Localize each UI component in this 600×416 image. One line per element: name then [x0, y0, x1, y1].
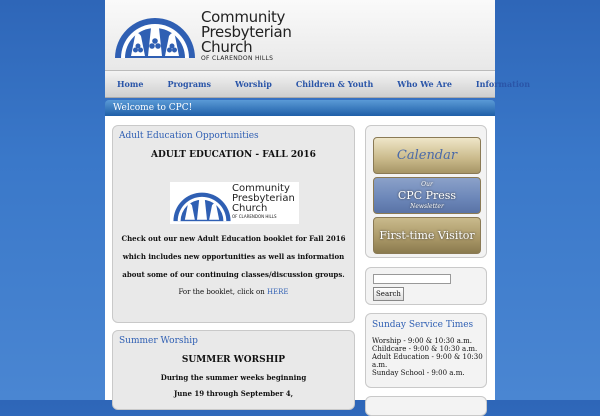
mini-logo-line-2: Presbyterian [232, 193, 295, 204]
logo-line-2: Presbyterian [201, 23, 292, 41]
service-times-box [365, 313, 487, 388]
mini-church-logo [170, 182, 299, 224]
content-area [105, 116, 495, 400]
church-logo-icon[interactable] [113, 8, 197, 60]
page-container [105, 0, 531, 400]
nav-programs[interactable]: Programs [167, 79, 211, 89]
sidebar-bottom-box [365, 396, 487, 416]
nav-children-youth[interactable]: Children & Youth [295, 79, 374, 89]
booklet-text: For the booklet, click on [178, 288, 267, 296]
mini-logo-icon [172, 184, 232, 224]
adult-education-line-1: Check out our new Adult Education booklet for Fall 2016 [121, 234, 346, 243]
adult-education-line-2: which includes new opportunities as well as information [122, 252, 345, 261]
nav-home[interactable]: Home [117, 79, 144, 89]
adult-education-box [112, 125, 355, 323]
adult-education-heading: ADULT EDUCATION - FALL 2016 [151, 150, 316, 160]
summer-worship-title[interactable]: Summer Worship [119, 336, 198, 346]
logo-line-1: Community [201, 8, 286, 26]
main-nav [105, 70, 531, 98]
service-time-childcare: Childcare - 9:00 & 10:30 a.m. [372, 345, 478, 353]
calendar-button[interactable] [373, 137, 481, 174]
service-times-title: Sunday Service Times [372, 320, 474, 330]
service-times-list [372, 337, 484, 377]
quick-links-box [365, 125, 487, 258]
logo-line-3: Church [201, 38, 253, 56]
nav-worship[interactable]: Worship [234, 79, 272, 89]
nav-who-we-are[interactable]: Who We Are [397, 79, 452, 89]
calendar-label: Calendar [396, 148, 458, 163]
nav-information[interactable]: Information [475, 79, 531, 89]
summer-line-2: June 19 through September 4, [173, 389, 294, 398]
booklet-here-link[interactable]: HERE [266, 288, 289, 296]
adult-education-line-3: about some of our continuing classes/discussion groups. [122, 270, 345, 279]
first-time-visitor-button[interactable] [373, 217, 481, 254]
cpc-press-newsletter: Newsletter [410, 203, 444, 210]
mini-logo-text [232, 184, 295, 220]
logo-wordmark[interactable] [201, 10, 292, 63]
service-time-adult-education: Adult Education - 9:00 & 10:30 a.m. [372, 353, 483, 369]
cpc-press-our: Our [421, 181, 433, 188]
site-header [105, 0, 495, 70]
adult-education-title[interactable]: Adult Education Opportunities [119, 131, 259, 141]
service-time-sunday-school: Sunday School - 9:00 a.m. [372, 369, 465, 377]
mini-logo-line-3: Church [232, 203, 268, 214]
summer-worship-heading: SUMMER WORSHIP [181, 355, 286, 365]
cpc-press-button[interactable] [373, 177, 481, 214]
booklet-line [113, 288, 354, 296]
summer-line-1: During the summer weeks beginning [160, 373, 307, 382]
mini-logo-subtitle: OF CLARENDON HILLS [232, 214, 277, 219]
mini-logo-line-1: Community [232, 183, 290, 194]
search-box [365, 267, 487, 305]
summer-worship-box [112, 330, 355, 410]
logo-subtitle: OF CLARENDON HILLS [201, 55, 274, 62]
search-input[interactable] [373, 274, 451, 284]
search-button[interactable]: Search [373, 287, 404, 301]
welcome-bar: Welcome to CPC! [105, 100, 495, 116]
cpc-press-label: CPC Press [397, 189, 457, 202]
service-time-worship: Worship - 9:00 & 10:30 a.m. [372, 337, 472, 345]
first-time-visitor-label: First-time Visitor [379, 229, 475, 242]
